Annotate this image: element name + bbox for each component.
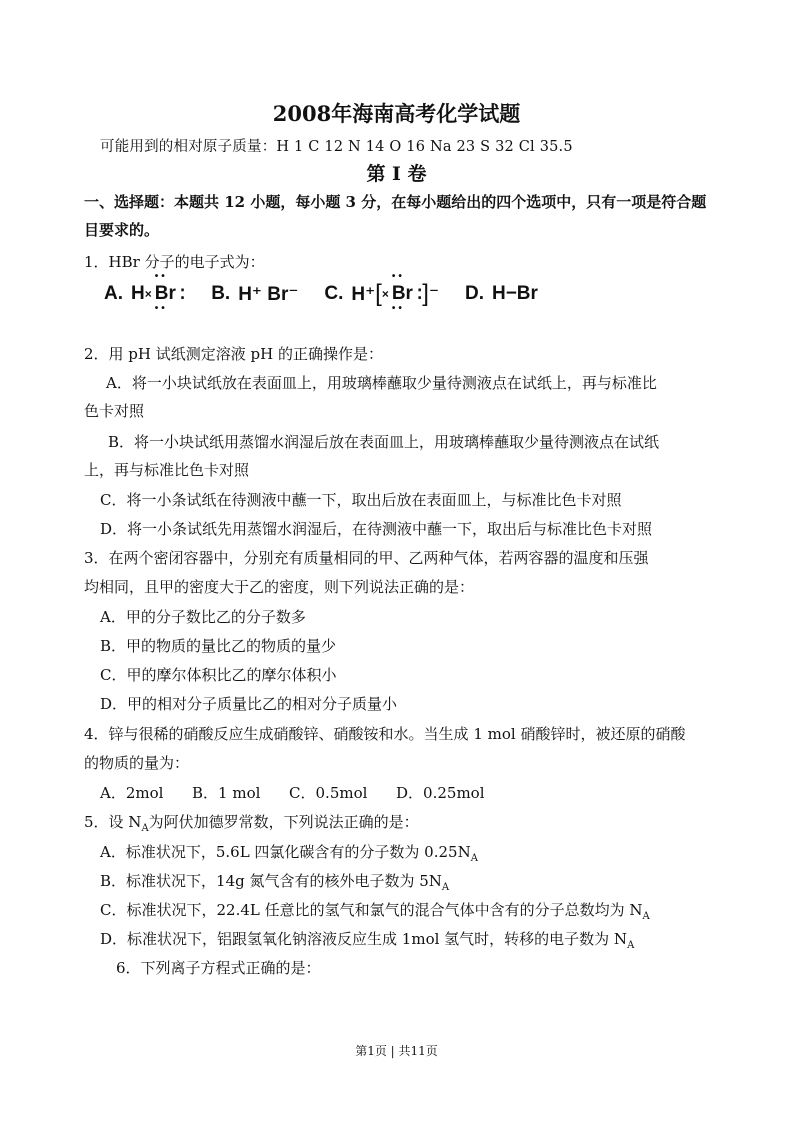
q3-stem-line1: 3．在两个密闭容器中，分别充有质量相同的甲、乙两种气体，若两容器的温度和压强 xyxy=(84,549,649,567)
q5-option-a: A．标准状况下，5.6L 四氯化碳含有的分子数为 $0.25N_A$ xyxy=(100,843,478,864)
volume-heading: 第 I 卷 xyxy=(366,163,427,185)
bromine-lewis-symbol-bracketed: •• Br •• xyxy=(391,271,413,314)
q3-option-b: B．甲的物质的量比乙的物质的量少 xyxy=(100,637,337,655)
q5-option-c: C．标准状况下，22.4L 任意比的氢气和氯气的混合气体中含有的分子总数均为 $N_A$ xyxy=(100,901,650,922)
q4-stem-line2: 的物质的量为： xyxy=(84,754,190,772)
q4-stem-line1: 4．锌与很稀的硝酸反应生成硝酸锌、硝酸铵和水。当生成 1 mol 硝酸锌时，被还原的硝酸 xyxy=(84,725,686,743)
q3-option-c: C．甲的摩尔体积比乙的摩尔体积小 xyxy=(100,666,337,684)
q2-option-d: D．将一小条试纸先用蒸馏水润湿后，在待测液中蘸一下，取出后与标准比色卡对照 xyxy=(100,520,653,538)
q1-stem: 1．HBr 分子的电子式为： xyxy=(84,253,265,271)
q2-stem: 2．用 pH 试纸测定溶液 pH 的正确操作是： xyxy=(84,345,383,363)
q5-option-d: D．标准状况下，铝跟氢氧化钠溶液反应生成 1mol 氢气时，转移的电子数为 $N_A$ xyxy=(100,930,635,951)
q3-option-d: D．甲的相对分子质量比乙的相对分子质量小 xyxy=(100,695,398,713)
q1-option-a: A. H × •• Br •• ⁚ xyxy=(104,271,186,314)
q2-option-c: C．将一小条试纸在待测液中蘸一下，取出后放在表面皿上，与标准比色卡对照 xyxy=(100,491,622,509)
q1-options xyxy=(104,271,564,314)
page-title: 2008年海南高考化学试题 xyxy=(272,101,521,126)
q3-stem-line2: 均相同，且甲的密度大于乙的密度，则下列说法正确的是： xyxy=(84,578,475,596)
q2-option-a-line2: 色卡对照 xyxy=(84,402,145,420)
bromine-lewis-symbol: •• Br •• xyxy=(154,271,176,314)
q2-option-a-line1: A．将一小块试纸放在表面皿上，用玻璃棒蘸取少量待测液点在试纸上，再与标准比 xyxy=(106,374,657,392)
q5-option-b: B．标准状况下，14g 氮气含有的核外电子数为 $5N_A$ xyxy=(100,872,450,893)
q1-option-d: D. H−Br xyxy=(464,283,538,304)
q6-stem: 6．下列离子方程式正确的是： xyxy=(116,959,321,977)
q3-option-a: A．甲的分子数比乙的分子数多 xyxy=(100,608,306,626)
q2-option-b-line1: B．将一小块试纸用蒸馏水润湿后放在表面皿上，用玻璃棒蘸取少量待测液点在试纸 xyxy=(108,433,660,451)
section-instructions: 一、选择题：本题共 12 小题，每小题 3 分，在每小题给出的四个选项中，只有一项是符合题目要求的。 xyxy=(84,193,707,239)
q2-option-b-line2: 上，再与标准比色卡对照 xyxy=(84,461,250,479)
relative-atomic-masses: 可能用到的相对原子质量：H 1 C 12 N 14 O 16 Na 23 S 32 Cl 35.5 xyxy=(100,139,573,155)
q1-option-c: C. H⁺ [ × •• Br •• ⁚ ] ⁻ xyxy=(324,271,439,314)
q4-options: A．2mol B．1 mol C．0.5mol D．0.25mol xyxy=(100,784,485,802)
q1-option-b: B. H⁺ Br⁻ xyxy=(211,283,299,305)
q5-stem: 5．设 $N_A$为阿伏加德罗常数，下列说法正确的是： xyxy=(84,813,419,834)
page-footer: 第1页 | 共11页 xyxy=(355,1044,438,1058)
